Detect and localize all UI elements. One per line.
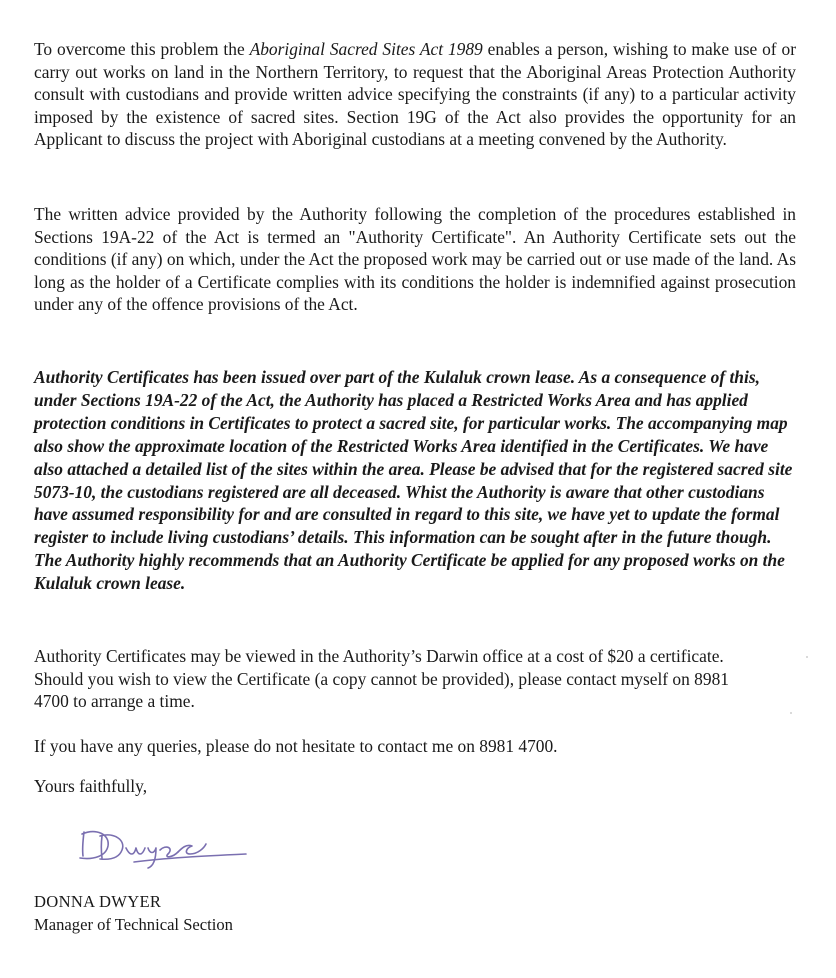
paragraph-queries: If you have any queries, please do not hesitate to contact me on 8981 4700. <box>34 736 558 756</box>
signatory-name: DONNA DWYER <box>34 892 162 911</box>
closing-salutation: Yours faithfully, <box>34 776 148 796</box>
handwritten-signature <box>74 818 264 870</box>
scan-speck <box>790 712 792 714</box>
paragraph-consultation-body: enables a person, wishing to make use of or carry out works on land in the Northern Territory, to request that the Aboriginal Areas Protection Authority consult with custodians and provide written advice specifying the constraints (if any) to a particular activity imposed by the existence of sacred sites. Section 19G of the Act also provides the opportunity for an Applicant to discuss the project with Aboriginal custodians at a meeting convened by the Authority. <box>34 39 796 150</box>
scan-speck <box>806 656 808 658</box>
paragraph-consultation <box>34 38 796 151</box>
act-name: Aboriginal Sacred Sites Act 1989 <box>249 39 483 59</box>
signatory-title: Manager of Technical Section <box>34 915 233 934</box>
paragraph-authority-certificate: The written advice provided by the Authority following the completion of the procedures established in Sections 19A-22 of the Act is termed an "Authority Certificate". An Authority Certificate sets out the conditions (if any) on which, under the Act the proposed work may be carried out or use made of the land. As long as the holder of a Certificate complies with its conditions the holder is indemnified against prosecution under any of the offence provisions of the Act. <box>34 204 796 315</box>
paragraph-kulaluk-notice: Authority Certificates has been issued over part of the Kulaluk crown lease. As a consequence of this, under Sections 19A-22 of the Act, the Authority has placed a Restricted Works Area and has applied protection conditions in Certificates to protect a sacred site, for particular works. The accompanying map also show the approximate location of the Restricted Works Area identified in the Certificates. We have also attached a detailed list of the sites within the area. Please be advised that for the registered sacred site 5073-10, the custodians registered are all deceased. Whist the Authority is aware that other custodians have assumed responsibility for and are consulted in regard to this site, we have yet to update the formal register to include living custodians’ details. This information can be sought after in the future though. The Authority highly recommends that an Authority Certificate be applied for any proposed works on the Kulaluk crown lease. <box>34 367 793 594</box>
paragraph-viewing-certificates: Authority Certificates may be viewed in the Authority’s Darwin office at a cost of $20 a certificate. Should you wish to view the Certificate (a copy cannot be provided), please contact myself on 8981 4700 to arrange a time. <box>34 646 729 712</box>
paragraph-consultation-intro: To overcome this problem the <box>34 39 250 59</box>
